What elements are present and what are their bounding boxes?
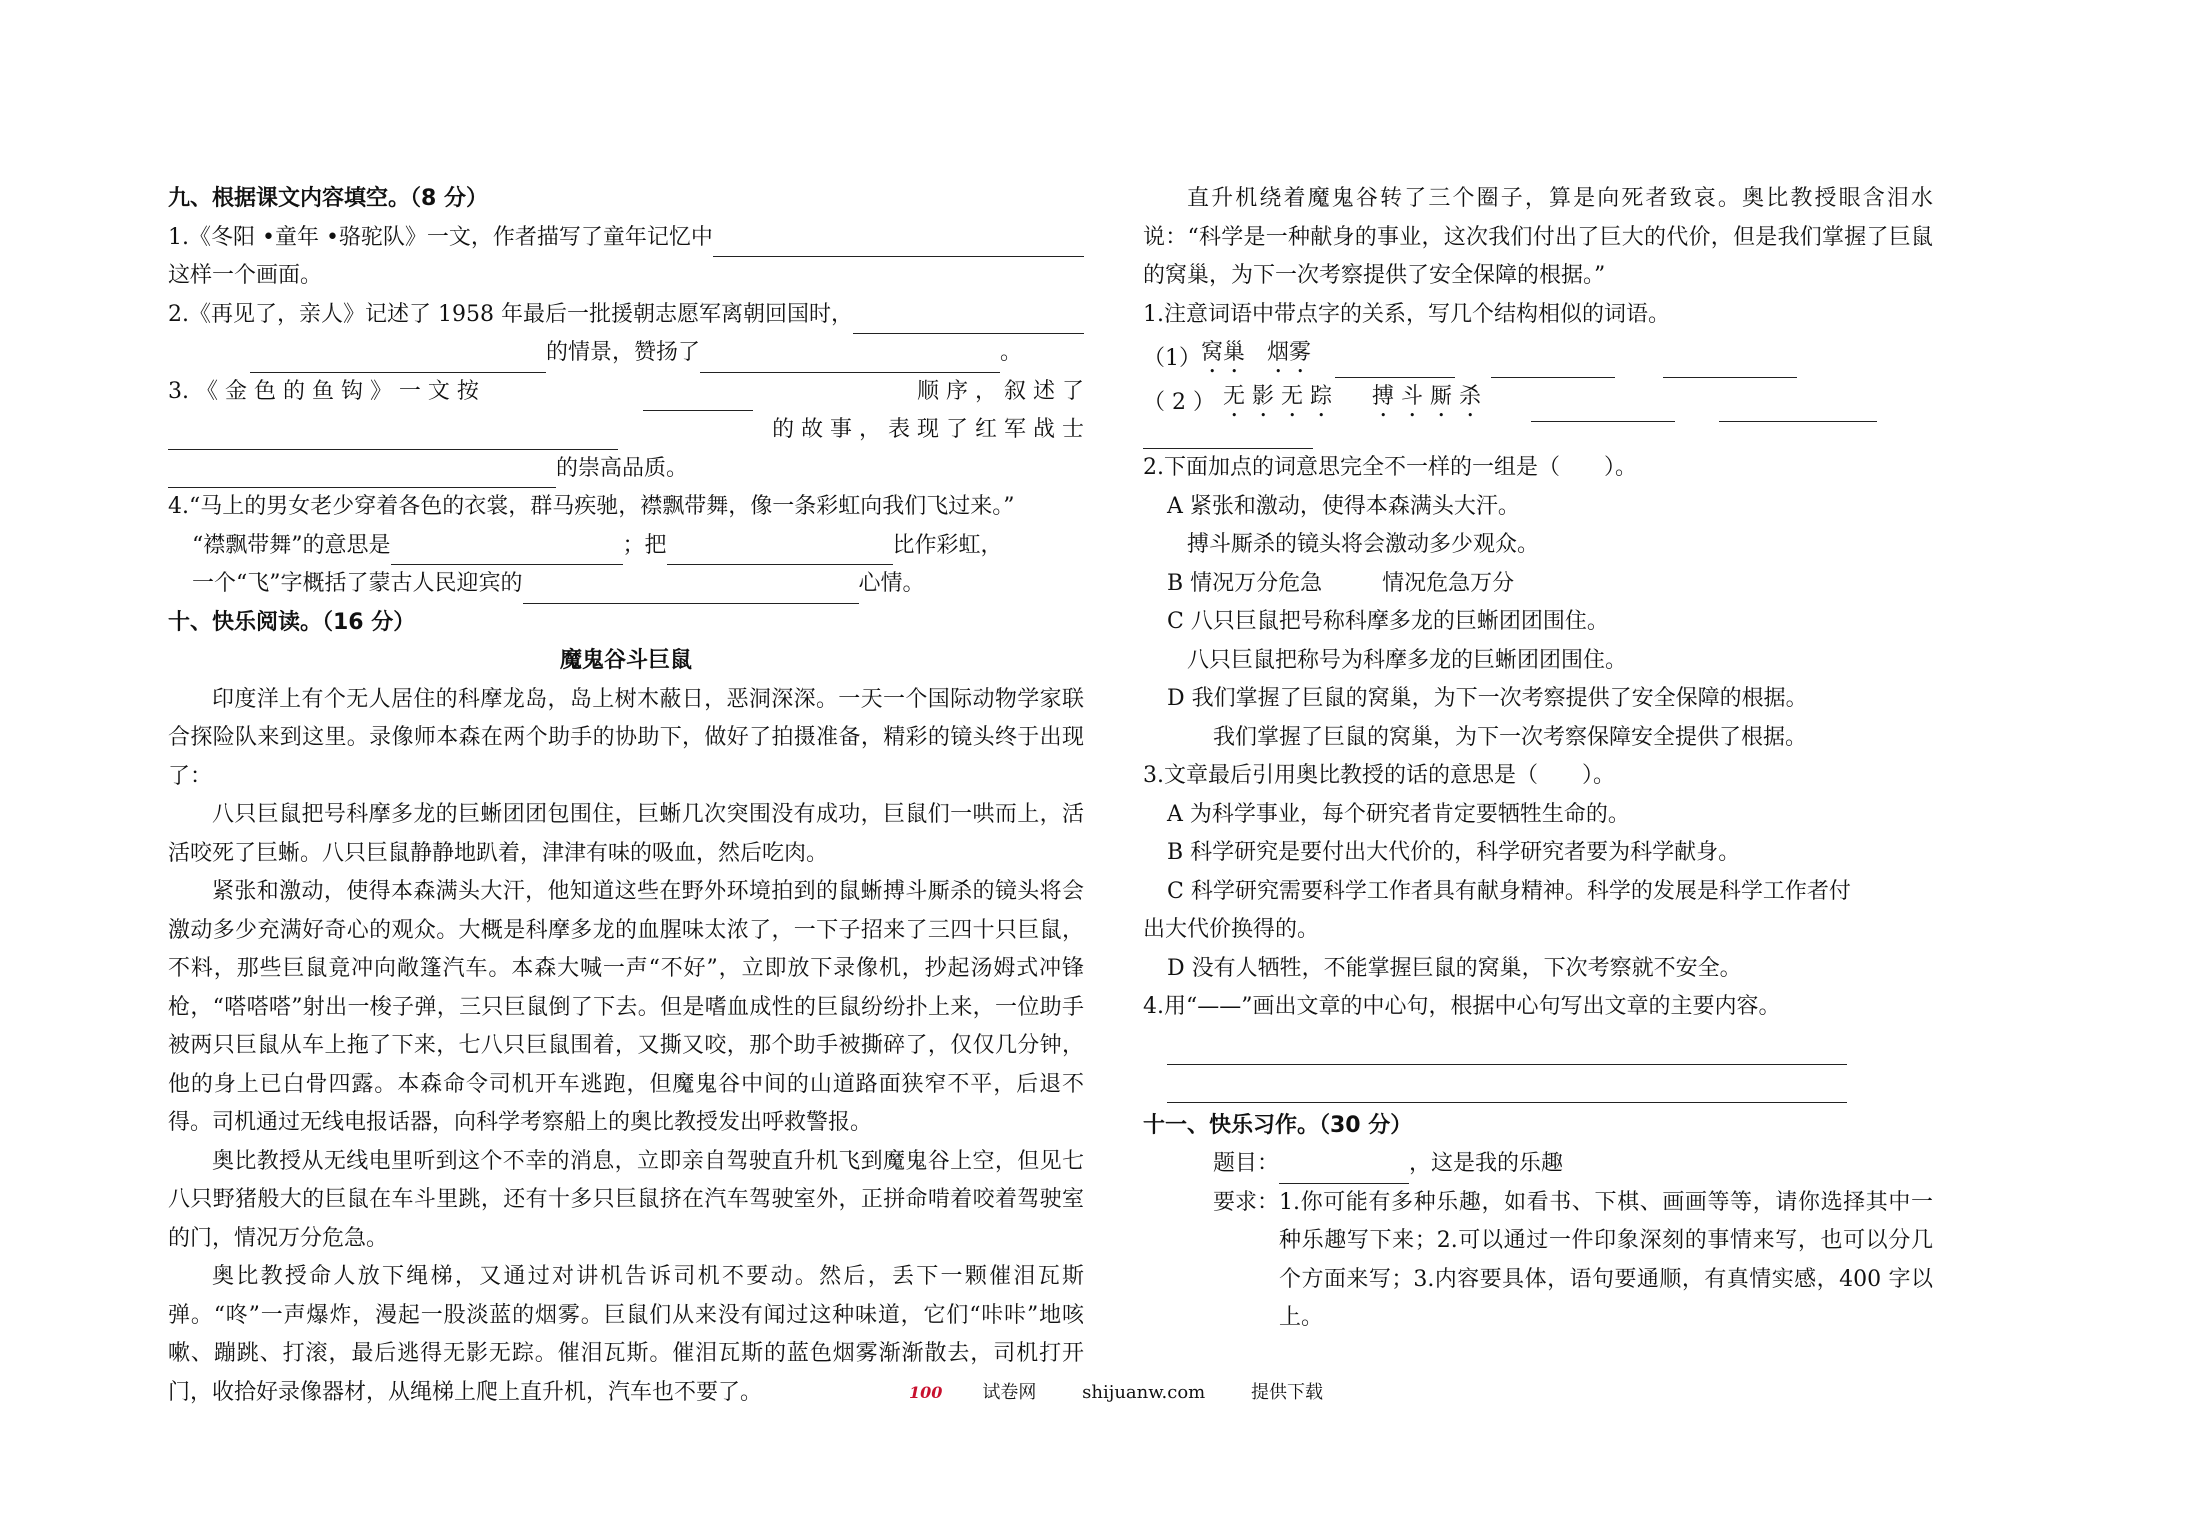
- footer-note: 提供下载: [1250, 1382, 1323, 1403]
- answer-line: [1143, 1065, 1933, 1103]
- question-9-1: [168, 219, 1084, 258]
- q3-option-a: A 为科学事业，每个研究者肯定要牺牲生命的。: [1167, 801, 1630, 827]
- requirements-text: 1.你可能有多种乐趣，如看书、下棋、画画等等，请你选择其中一种乐趣写下来；2.可以通过一件印象深刻的事情来写，也可以分几个方面来写；3.内容要具体，语句要通顺，有真情实感，400 字以上。: [1279, 1189, 1933, 1330]
- topic-blank[interactable]: [1279, 1157, 1409, 1184]
- answer-blank[interactable]: [391, 538, 623, 565]
- q9-4-text2: ；把: [622, 532, 667, 558]
- site-name: 试卷网: [982, 1382, 1037, 1403]
- q3-option-d: D 没有人牺牲，不能掌握巨鼠的窝巢，下次考察就不安全。: [1167, 955, 1742, 981]
- answer-blank[interactable]: [643, 384, 753, 411]
- story-paragraph: 奥比教授从无线电里听到这个不幸的消息，立即亲自驾驶直升机飞到魔鬼谷上空，但见七八只野猪般大的巨鼠在车斗里跳，还有十多只巨鼠挤在汽车驾驶室外，正拼命啃着咬着驾驶室的门，情况万分危急。: [168, 1148, 1084, 1251]
- question-9-2-line2: [168, 334, 1084, 373]
- q3-option-c2: 出大代价换得的。: [1143, 917, 1320, 942]
- story-paragraph: 紧张和激动，使得本森满头大汗，他知道这些在野外环境拍到的鼠蜥搏斗厮杀的镜头将会激动多少充满好奇心的观众。大概是科摩多龙的血腥味太浓了，一下子招来了三四十只巨鼠，不料，那些巨鼠竟冲向敞篷汽车。本森大喊一声“不好”，立即放下录像机，抄起汤姆式冲锋枪，“嗒嗒嗒”射出一梭子弹，三只巨鼠倒了下去。但是嗜血成性的巨鼠纷纷扑上来，一位助手被两只巨鼠从车上拖了下来，七八只巨鼠围着，又撕又咬，那个助手被撕碎了，仅仅几分钟，他的身上已白骨四露。本森命令司机开车逃跑，但魔鬼谷中间的山道路面狭窄不平，后退不得。司机通过无线电报话器，向科学考察船上的奥比教授发出呼救警报。: [168, 879, 1084, 1135]
- question-3: 3.文章最后引用奥比教授的话的意思是（ ）。: [1143, 763, 1615, 788]
- answer-blank[interactable]: [667, 538, 893, 565]
- q1-2-word2: 搏 斗 厮 杀: [1371, 384, 1481, 409]
- q2-option-b1: B 情况万分危急: [1167, 570, 1323, 596]
- q9-4-text: “襟飘带舞”的意思是: [192, 532, 391, 558]
- question-2: 2.下面加点的词意思完全不一样的一组是（ ）。: [1143, 455, 1637, 480]
- answer-blank[interactable]: [168, 423, 618, 450]
- q2-option-d2: 我们掌握了巨鼠的窝巢，为下一次考察保障安全提供了根据。: [1213, 724, 1808, 750]
- story-ending-paragraph: 直升机绕着魔鬼谷转了三个圈子，算是向死者致哀。奥比教授眼含泪水说：“科学是一种献身的事业，这次我们付出了巨大的代价，但是我们掌握了巨鼠的窝巢，为下一次考察提供了安全保障的根据。”: [1143, 186, 1933, 288]
- question-1: 1.注意词语中带点字的关系，写几个结构相似的词语。: [1143, 301, 1670, 327]
- q9-2-text2: 的情景，赞扬了: [546, 340, 701, 365]
- q1-2-word1: 无 影 无 踪: [1222, 384, 1332, 409]
- answer-blank[interactable]: [1531, 395, 1675, 422]
- q3-option-b: B 科学研究是要付出大代价的，科学研究者要为科学献身。: [1167, 840, 1741, 865]
- left-column: [168, 180, 1084, 1412]
- question-4: 4.用“——”画出文章的中心句，根据中心句写出文章的主要内容。: [1143, 994, 1781, 1019]
- question-9-3: [168, 373, 1084, 412]
- page-footer: [0, 1379, 2212, 1407]
- question-1-2: [1143, 378, 1933, 422]
- q2-option-b2: 情况危急万分: [1382, 570, 1515, 596]
- q2-option-a1: A 紧张和激动，使得本森满头大汗。: [1167, 493, 1520, 519]
- q9-4-text3: 比作彩虹，: [892, 532, 1003, 558]
- q2-option-c2: 八只巨鼠把称号为科摩多龙的巨蜥团团围住。: [1187, 647, 1628, 673]
- answer-blank[interactable]: [1167, 1076, 1847, 1103]
- q3-option-c1: C 科学研究需要科学工作者具有献身精神。科学的发展是科学工作者付: [1167, 878, 1851, 904]
- q9-1-text: 1.《冬阳 •童年 •骆驼队》一文，作者描写了童年记忆中: [168, 224, 713, 250]
- q9-2-text: 2.《再见了，亲人》记述了 1958 年最后一批援朝志愿军离朝回国时，: [168, 301, 853, 327]
- q1-1-word1: 窝巢: [1201, 340, 1246, 365]
- site-domain[interactable]: shijuanw.com: [1082, 1382, 1206, 1403]
- answer-blank[interactable]: [700, 346, 1000, 373]
- story-paragraph: 八只巨鼠把号科摩多龙的巨蜥团团包围住，巨蜥几次突围没有成功，巨鼠们一哄而上，活活咬死了巨蜥。八只巨鼠静静地趴着，津津有味的吸血，然后吃肉。: [168, 802, 1084, 866]
- story-title: 魔鬼谷斗巨鼠: [559, 648, 692, 673]
- question-9-3-line2: [168, 411, 1084, 450]
- answer-blank[interactable]: [523, 577, 859, 604]
- answer-blank[interactable]: [1719, 395, 1877, 422]
- right-column: [1143, 180, 1933, 1338]
- story-paragraph: 奥比教授命人放下绳梯，又通过对讲机告诉司机不要动。然后，丢下一颗催泪瓦斯弹。“咚”一声爆炸，漫起一股淡蓝的烟雾。巨鼠们从来没有闻过这种味道，它们“咔咔”地咳嗽、蹦跳、打滚，最后逃得无影无踪。催泪瓦斯。催泪瓦斯的蓝色烟雾渐渐散去，司机打开门，收拾好录像器材，从绳梯上爬上直升机，汽车也不要了。: [168, 1264, 1084, 1405]
- answer-blank[interactable]: [250, 346, 546, 373]
- answer-blank[interactable]: [713, 230, 1084, 257]
- answer-blank[interactable]: [1491, 351, 1615, 378]
- requirements-label: 要求：: [1213, 1189, 1280, 1215]
- q2-option-d1: D 我们掌握了巨鼠的窝巢，为下一次考察提供了安全保障的根据。: [1167, 686, 1808, 711]
- question-1-2-line2: [1143, 422, 1933, 449]
- q9-3-text2: 顺 序 ， 叙 述 了: [917, 378, 1084, 404]
- section-11-title: 十一、快乐习作。（30 分）: [1143, 1112, 1413, 1138]
- q1-1-num: （1）: [1143, 345, 1201, 371]
- section-10-title: 十、快乐阅读。（16 分）: [168, 609, 416, 635]
- logo-100: 100: [909, 1383, 943, 1402]
- answer-blank[interactable]: [1167, 1038, 1847, 1065]
- question-9-4: 4.“马上的男女老少穿着各色的衣裳，群马疾驰，襟飘带舞，像一条彩虹向我们飞过来。”: [168, 494, 1015, 519]
- q9-4-text5: 心情。: [858, 571, 925, 596]
- question-1-1: [1143, 334, 1933, 378]
- answer-blank[interactable]: [1663, 351, 1797, 378]
- answer-blank[interactable]: [168, 461, 556, 488]
- q1-1-word2: 烟雾: [1267, 340, 1312, 365]
- q9-4-text4: 一个“飞”字概括了蒙古人民迎宾的: [192, 571, 523, 596]
- site-logo[interactable]: [889, 1382, 1056, 1403]
- q9-2-end: 。: [1000, 340, 1023, 365]
- answer-blank[interactable]: [1143, 422, 1313, 449]
- q9-1-cont: 这样一个画面。: [168, 263, 323, 288]
- question-9-2: [168, 296, 1084, 335]
- section-9-title: 九、根据课文内容填空。（8 分）: [168, 186, 488, 211]
- q1-2-num: （ 2 ）: [1143, 389, 1215, 415]
- topic-suffix: ，这是我的乐趣: [1409, 1151, 1564, 1176]
- q9-3-text: 3. 《 金 色 的 鱼 钩 》 一 文 按: [168, 378, 479, 404]
- question-9-4-line2: [168, 527, 1084, 566]
- story-paragraph: 印度洋上有个无人居住的科摩龙岛，岛上树木蔽日，恶洞深深。一天一个国际动物学家联合探险队来到这里。录像师本森在两个助手的协助下，做好了拍摄准备，精彩的镜头终于出现了：: [168, 686, 1084, 789]
- answer-blank[interactable]: [853, 307, 1084, 334]
- answer-line: [1143, 1027, 1933, 1065]
- question-9-4-line3: [168, 565, 1084, 604]
- answer-blank[interactable]: [1335, 351, 1455, 378]
- essay-requirements: [1143, 1184, 1933, 1338]
- topic-label: 题目：: [1213, 1151, 1280, 1176]
- q2-option-c1: C 八只巨鼠把号称科摩多龙的巨蜥团团围住。: [1167, 609, 1609, 634]
- q2-option-b: [1143, 565, 1933, 604]
- essay-topic: [1143, 1145, 1933, 1184]
- q9-3-text4: 的崇高品质。: [556, 455, 689, 481]
- question-9-3-line3: [168, 450, 1084, 489]
- q2-option-a2: 搏斗厮杀的镜头将会激动多少观众。: [1187, 532, 1540, 557]
- q9-3-text3: 的 故 事 ， 表 现 了 红 军 战 士: [772, 417, 1084, 442]
